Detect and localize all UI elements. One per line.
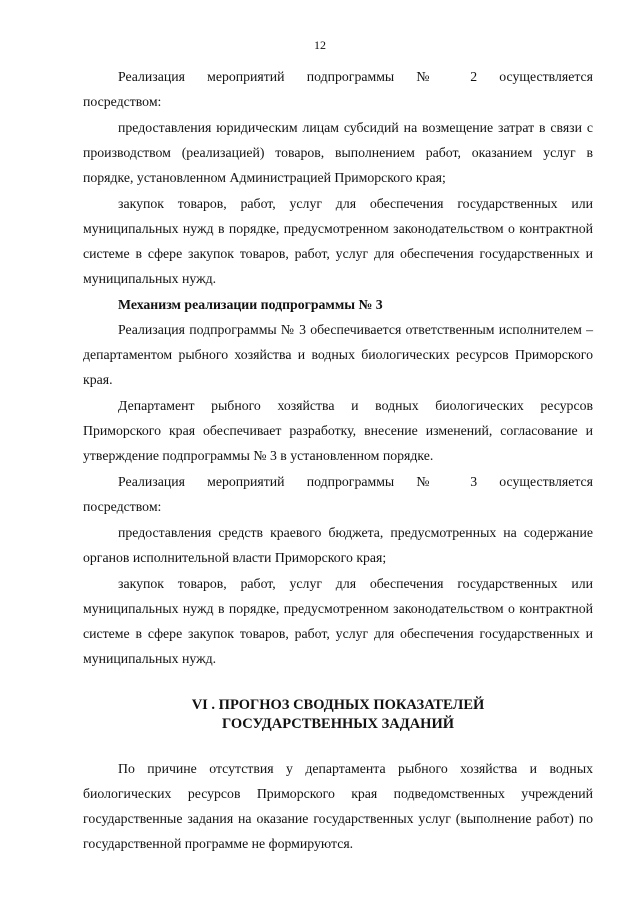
paragraph-procurement-2: закупок товаров, работ, услуг для обеспечения государственных или муниципальных нужд в порядке, предусмотренном законодательством о контрактной системе в сфере закупок товаров, работ, услуг для обеспечения государственных и муниципальных нужд. <box>83 576 593 666</box>
section-title-line1: VI . ПРОГНОЗ СВОДНЫХ ПОКАЗАТЕЛЕЙ <box>191 697 485 713</box>
section-title-line2: ГОСУДАРСТВЕННЫХ ЗАДАНИЙ <box>221 716 455 732</box>
paragraph-department-duties: Департамент рыбного хозяйства и водных биологических ресурсов Приморского края обеспечивает разработку, внесение изменений, согласование и утверждение подпрограммы № 3 в установленном порядке. <box>83 398 593 463</box>
document-body <box>83 64 593 856</box>
page-number: 12 <box>314 38 326 52</box>
paragraph-subprogram2-intro: Реализация мероприятий подпрограммы № 2 осуществляется <box>118 69 593 84</box>
paragraph-subsidies: предоставления юридическим лицам субсидий на возмещение затрат в связи с производством (реализацией) товаров, выполнением работ, оказанием услуг в порядке, установленном Администрацией Приморского края; <box>83 120 593 185</box>
paragraph-procurement-1: закупок товаров, работ, услуг для обеспечения государственных или муниципальных нужд в порядке, предусмотренном законодательством о контрактной системе в сфере закупок товаров, работ, услуг для обеспечения государственных и муниципальных нужд. <box>83 196 593 286</box>
paragraph-subprogram3-intro-cont: посредством: <box>83 499 162 514</box>
paragraph-subprogram3-intro: Реализация мероприятий подпрограммы № 3 осуществляется <box>118 474 593 489</box>
paragraph-responsible-executor: Реализация подпрограммы № 3 обеспечивается ответственным исполнителем – департаментом рыбного хозяйства и водных биологических ресурсов Приморского края. <box>83 322 593 387</box>
paragraph-budget-funds: предоставления средств краевого бюджета, предусмотренных на содержание органов исполнительной власти Приморского края; <box>83 525 593 565</box>
mechanism-heading: Механизм реализации подпрограммы № 3 <box>118 297 383 312</box>
section-title <box>83 696 593 734</box>
paragraph-state-tasks: По причине отсутствия у департамента рыбного хозяйства и водных биологических ресурсов Приморского края подведомственных учреждений государственные задания на оказание государственных услуг (выполнение работ) по государственной программе не формируются. <box>83 761 593 851</box>
paragraph-subprogram2-intro-cont: посредством: <box>83 94 162 109</box>
